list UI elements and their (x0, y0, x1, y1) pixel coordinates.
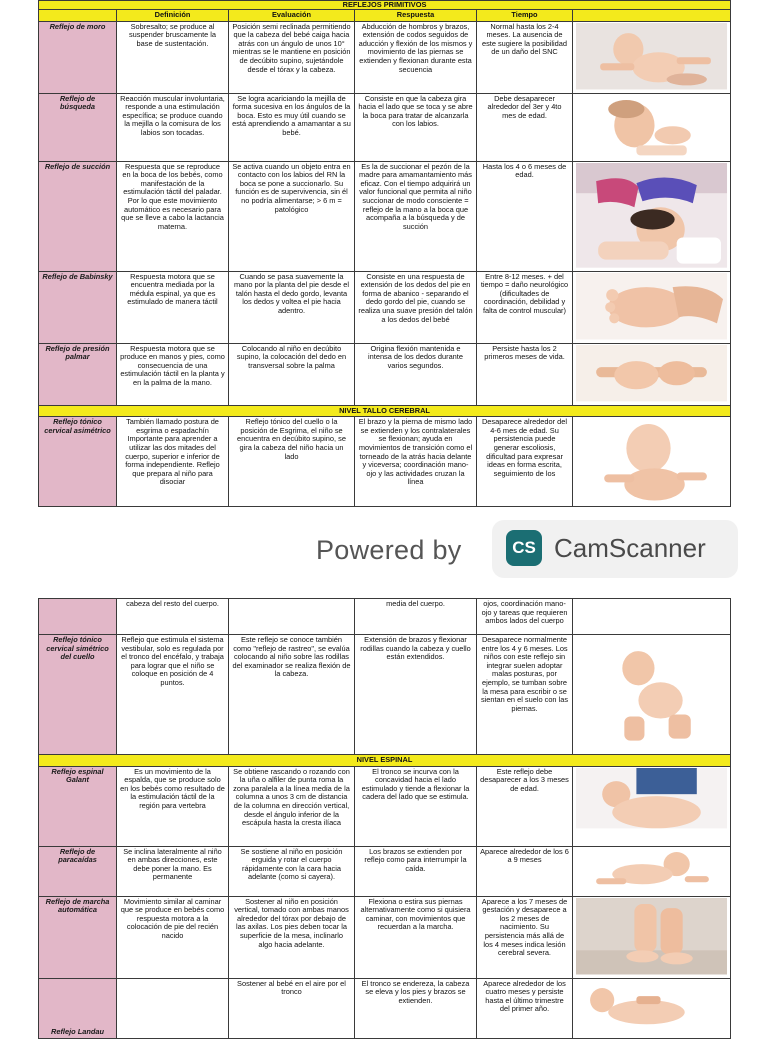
cell-definicion: Se inclina lateralmente al niño en ambas direcciones, este debe poner la mano. Es permanente (117, 846, 229, 896)
photo-cell (573, 896, 731, 978)
baby-foot-photo (576, 273, 727, 339)
baby-atnr-photo (576, 418, 727, 503)
cell-respuesta: El brazo y la pierna de mismo lado se extienden y los contralaterales se flexionan; ayuda en movimientos de transición como el torneado de la atrás hacia delante y viceversa; coordinación mano-ojo y las actividades cruzan la línea (355, 417, 477, 507)
cell-respuesta: El tronco se incurva con la concavidad hacia el lado estimulado y tiende a flexionar la cadera del lado que se estimula. (355, 766, 477, 846)
cell-evaluacion: Se obtiene rascando o rozando con la uña o alfiler de punta roma la zona paralela a la línea media de la columna a unos 3 cm de distancia de la columna en dirección vertical, desde el ángulo inferior de la escápula hasta la cresta ilíaca (229, 766, 355, 846)
cell-definicion: Reacción muscular involuntaria, responde a una estimulación específica; se produce cuando la mejilla o la comisura de los labios son tocadas. (117, 93, 229, 161)
header-respuesta: Respuesta (355, 10, 477, 22)
camscanner-logo-icon: CS (506, 530, 542, 566)
baby-galant-photo (576, 768, 727, 842)
cell-tiempo: ojos, coordinación mano- ojo y tareas que requieren ambos lados del cuerpo (477, 599, 573, 635)
cell-evaluacion: Este reflejo se conoce también como "reflejo de rastreo", se evalúa colocando al niño sobre las rodillas del examinador se realiza flexión de la cabeza. (229, 635, 355, 755)
cell-evaluacion: Sostener al bebé en el aire por el tronco (229, 978, 355, 1038)
reflex-name: Reflejo tónico cervical simétrico del cuello (39, 635, 117, 755)
cell-tiempo: Este reflejo debe desaparecer a los 3 meses de edad. (477, 766, 573, 846)
cell-evaluacion: Colocando al niño en decúbito supino, la colocación del dedo en transversal sobre la palma (229, 343, 355, 405)
cell-tiempo: Aparece alrededor de los 6 a 9 meses (477, 846, 573, 896)
cell-definicion: Reflejo que estimula el sistema vestibular, solo es regulada por el tronco del encéfalo, y trabaja para lograr que el niño se coloque en posición de 4 puntos. (117, 635, 229, 755)
cell-definicion: Respuesta motora que se encuentra mediada por la médula espinal, ya que es estimulado de manera táctil (117, 271, 229, 343)
cell-evaluacion: Se sostiene al niño en posición erguida y rotar el cuerpo rápidamente con la cara hacia adelante (como si cayera). (229, 846, 355, 896)
cell-respuesta: Consiste en que la cabeza gira hacia el lado que se toca y se abre la boca para tratar de alcanzarla con los labios. (355, 93, 477, 161)
table-row (39, 766, 731, 846)
cell-evaluacion: Reflejo tónico del cuello o la posición de Esgrima, el niño se encuentra en decúbito supino, se gira la cabeza del niño hacia un lado (229, 417, 355, 507)
photo-cell (573, 417, 731, 507)
cell-respuesta: Los brazos se extienden por reflejo como para interrumpir la caída. (355, 846, 477, 896)
reflex-name: Reflejo de Babinsky (39, 271, 117, 343)
reflex-name: Reflejo espinal Galant (39, 766, 117, 846)
baby-parachute-photo (576, 848, 727, 892)
cell-respuesta: Origina flexión mantenida e intensa de los dedos durante varios segundos. (355, 343, 477, 405)
reflex-name: Reflejo de moro (39, 21, 117, 93)
cell-respuesta: Abducción de hombros y brazos, extensión de codos seguidos de aducción y flexión de los mismos y movimiento de las piernas se extienden y flexionan durante esta secuencia (355, 21, 477, 93)
camscanner-badge (492, 520, 738, 578)
reflex-table-1 (38, 0, 731, 507)
table-row (39, 896, 731, 978)
photo-cell (573, 21, 731, 93)
reflex-name: Reflejo Landau (39, 978, 117, 1038)
section-banner-brainstem: NIVEL TALLO CEREBRAL (39, 405, 731, 417)
cell-definicion: También llamado postura de esgrima o espadachín Importante para aprender a utilizar las dos mitades del cuerpo, superior e inferior de forma independiente. Reflejo que prepara al niño para disociar (117, 417, 229, 507)
table-row (39, 599, 731, 635)
photo-cell (573, 846, 731, 896)
cell-respuesta: Es la de succionar el pezón de la madre para amamantamiento más eficaz. Con el tiempo adquirirá un valor funcional que permita al niño succionar de modo consciente = reflejo de la mano a la boca que acompaña a la búsqueda y de succión (355, 161, 477, 271)
cell-tiempo: Debe desaparecer alrededor del 3er y 4to mes de edad. (477, 93, 573, 161)
photo-cell (573, 343, 731, 405)
header-evaluacion: Evaluación (229, 10, 355, 22)
header-image (573, 10, 731, 22)
cell-definicion: Movimiento similar al caminar que se produce en bebés como respuesta motora a la colocación de pie del recién nacido (117, 896, 229, 978)
baby-rooting-photo (576, 95, 727, 157)
cell-definicion: Respuesta que se reproduce en la boca de los bebés, como manifestación de la estimulación táctil del paladar. Por lo que este movimiento automático es necesario para que se lleve a cabo la lactancia materna. (117, 161, 229, 271)
photo-cell (573, 599, 731, 635)
photo-cell (573, 978, 731, 1038)
table-row (39, 417, 731, 507)
baby-stnr-photo (576, 636, 727, 749)
section-banner-primitive: REFLEJOS PRIMITIVOS (39, 1, 731, 10)
reflex-name: Reflejo de paracaídas (39, 846, 117, 896)
cell-tiempo: Aparece alrededor de los cuatro meses y persiste hasta el último trimestre del primer año. (477, 978, 573, 1038)
cell-tiempo: Desaparece alrededor del 4-6 mes de edad. Su persistencia puede generar escoliosis, dificultad para expresar ideas en forma escrita, seguimiento de los (477, 417, 573, 507)
cell-respuesta: Extensión de brazos y flexionar rodillas cuando la cabeza y cuello están extendidos. (355, 635, 477, 755)
cell-definicion: cabeza del resto del cuerpo. (117, 599, 229, 635)
cell-respuesta: Flexiona o estira sus piernas alternativamente como si quisiera caminar, con movimientos que recuerdan a la marcha. (355, 896, 477, 978)
scan-page-1 (38, 0, 730, 497)
cell-definicion: Sobresalto; se produce al suspender bruscamente la base de sustentación. (117, 21, 229, 93)
cell-tiempo: Desaparece normalmente entre los 4 y 6 meses. Los niños con este reflejo sin integrar suelen adoptar malas posturas, por ejemplo, se tumban sobre la mesa para escribir o se sientan en el suelo con las piernas. (477, 635, 573, 755)
cell-tiempo: Entre 8-12 meses. + del tiempo = daño neurológico (dificultades de coordinación, debilidad y falta de control muscular) (477, 271, 573, 343)
reflex-name: Reflejo de presión palmar (39, 343, 117, 405)
cell-tiempo: Persiste hasta los 2 primeros meses de vida. (477, 343, 573, 405)
cell-tiempo: Aparece a los 7 meses de gestación y desaparece a los 2 meses de nacimiento. Su persistencia más allá de los 4 meses indica lesión cerebral severa. (477, 896, 573, 978)
cell-evaluacion: Posición semi reclinada permitiendo que la cabeza del bebé caiga hacia atrás con un ángulo de unos 10° mientras se le mantiene en posición de decúbito supino, sujetándole desde el tórax y la cabeza. (229, 21, 355, 93)
photo-cell (573, 766, 731, 846)
cell-definicion: Respuesta motora que se produce en manos y pies, como consecuencia de una estimulación táctil en la planta y en la palma de la mano. (117, 343, 229, 405)
cell-definicion (117, 978, 229, 1038)
baby-moro-photo (576, 23, 727, 89)
cell-evaluacion (229, 599, 355, 635)
cell-evaluacion: Se logra acariciando la mejilla de forma sucesiva en los ángulos de la boca. Esto es muy útil cuando se está aprendiendo a amamantar a su bebé. (229, 93, 355, 161)
baby-sucking-photo (576, 163, 727, 268)
header-definicion: Definición (117, 10, 229, 22)
table-row (39, 343, 731, 405)
cell-respuesta: El tronco se endereza, la cabeza se eleva y los pies y brazos se extienden. (355, 978, 477, 1038)
table-row (39, 635, 731, 755)
cell-respuesta: media del cuerpo. (355, 599, 477, 635)
cell-respuesta: Consiste en una respuesta de extensión de los dedos del pie en forma de abanico - separando el dedo gordo del pie, cuando se realiza una suave presión del talón a los dedos del bebé (355, 271, 477, 343)
scan-page-2 (38, 598, 730, 1036)
powered-by-text: Powered by (316, 535, 462, 565)
reflex-name: Reflejo de marcha automática (39, 896, 117, 978)
camscanner-brand: CamScanner (554, 533, 706, 563)
table-row (39, 271, 731, 343)
section-banner-spinal: NIVEL ESPINAL (39, 755, 731, 767)
cell-evaluacion: Se activa cuando un objeto entra en contacto con los labios del RN la boca se pone a succionarlo. Su función es de supervivencia, sin él no podría alimentarse; > 6 m = patológico (229, 161, 355, 271)
table-row (39, 846, 731, 896)
reflex-name-continued (39, 599, 117, 635)
baby-grasp-photo (576, 345, 727, 401)
photo-cell (573, 635, 731, 755)
cell-evaluacion: Cuando se pasa suavemente la mano por la planta del pie desde el talón hasta el dedo gordo, levanta los dedos y voltea el pie hacia adentro. (229, 271, 355, 343)
table-row (39, 978, 731, 1038)
baby-landau-photo (576, 980, 727, 1034)
reflex-name: Reflejo de búsqueda (39, 93, 117, 161)
table-row (39, 161, 731, 271)
baby-stepping-photo (576, 898, 727, 975)
photo-cell (573, 93, 731, 161)
reflex-table-2 (38, 598, 731, 1039)
table-row (39, 21, 731, 93)
cell-evaluacion: Sostener al niño en posición vertical, tomado con ambas manos alrededor del tórax por debajo de las axilas. Los pies deben tocar la superficie de la mesa, inclinarlo algo hacia adelante. (229, 896, 355, 978)
cell-tiempo: Hasta los 4 o 6 meses de edad. (477, 161, 573, 271)
photo-cell (573, 271, 731, 343)
table-row (39, 93, 731, 161)
cell-definicion: Es un movimiento de la espalda, que se produce solo en los bebés como resultado de la estimulación táctil de la región para vertebra (117, 766, 229, 846)
reflex-name: Reflejo tónico cervical asimétrico (39, 417, 117, 507)
reflex-name: Reflejo de succión (39, 161, 117, 271)
cell-tiempo: Normal hasta los 2-4 meses. La ausencia de este sugiere la posibilidad de un daño del SNC (477, 21, 573, 93)
header-tiempo: Tiempo (477, 10, 573, 22)
header-blank (39, 10, 117, 22)
photo-cell (573, 161, 731, 271)
